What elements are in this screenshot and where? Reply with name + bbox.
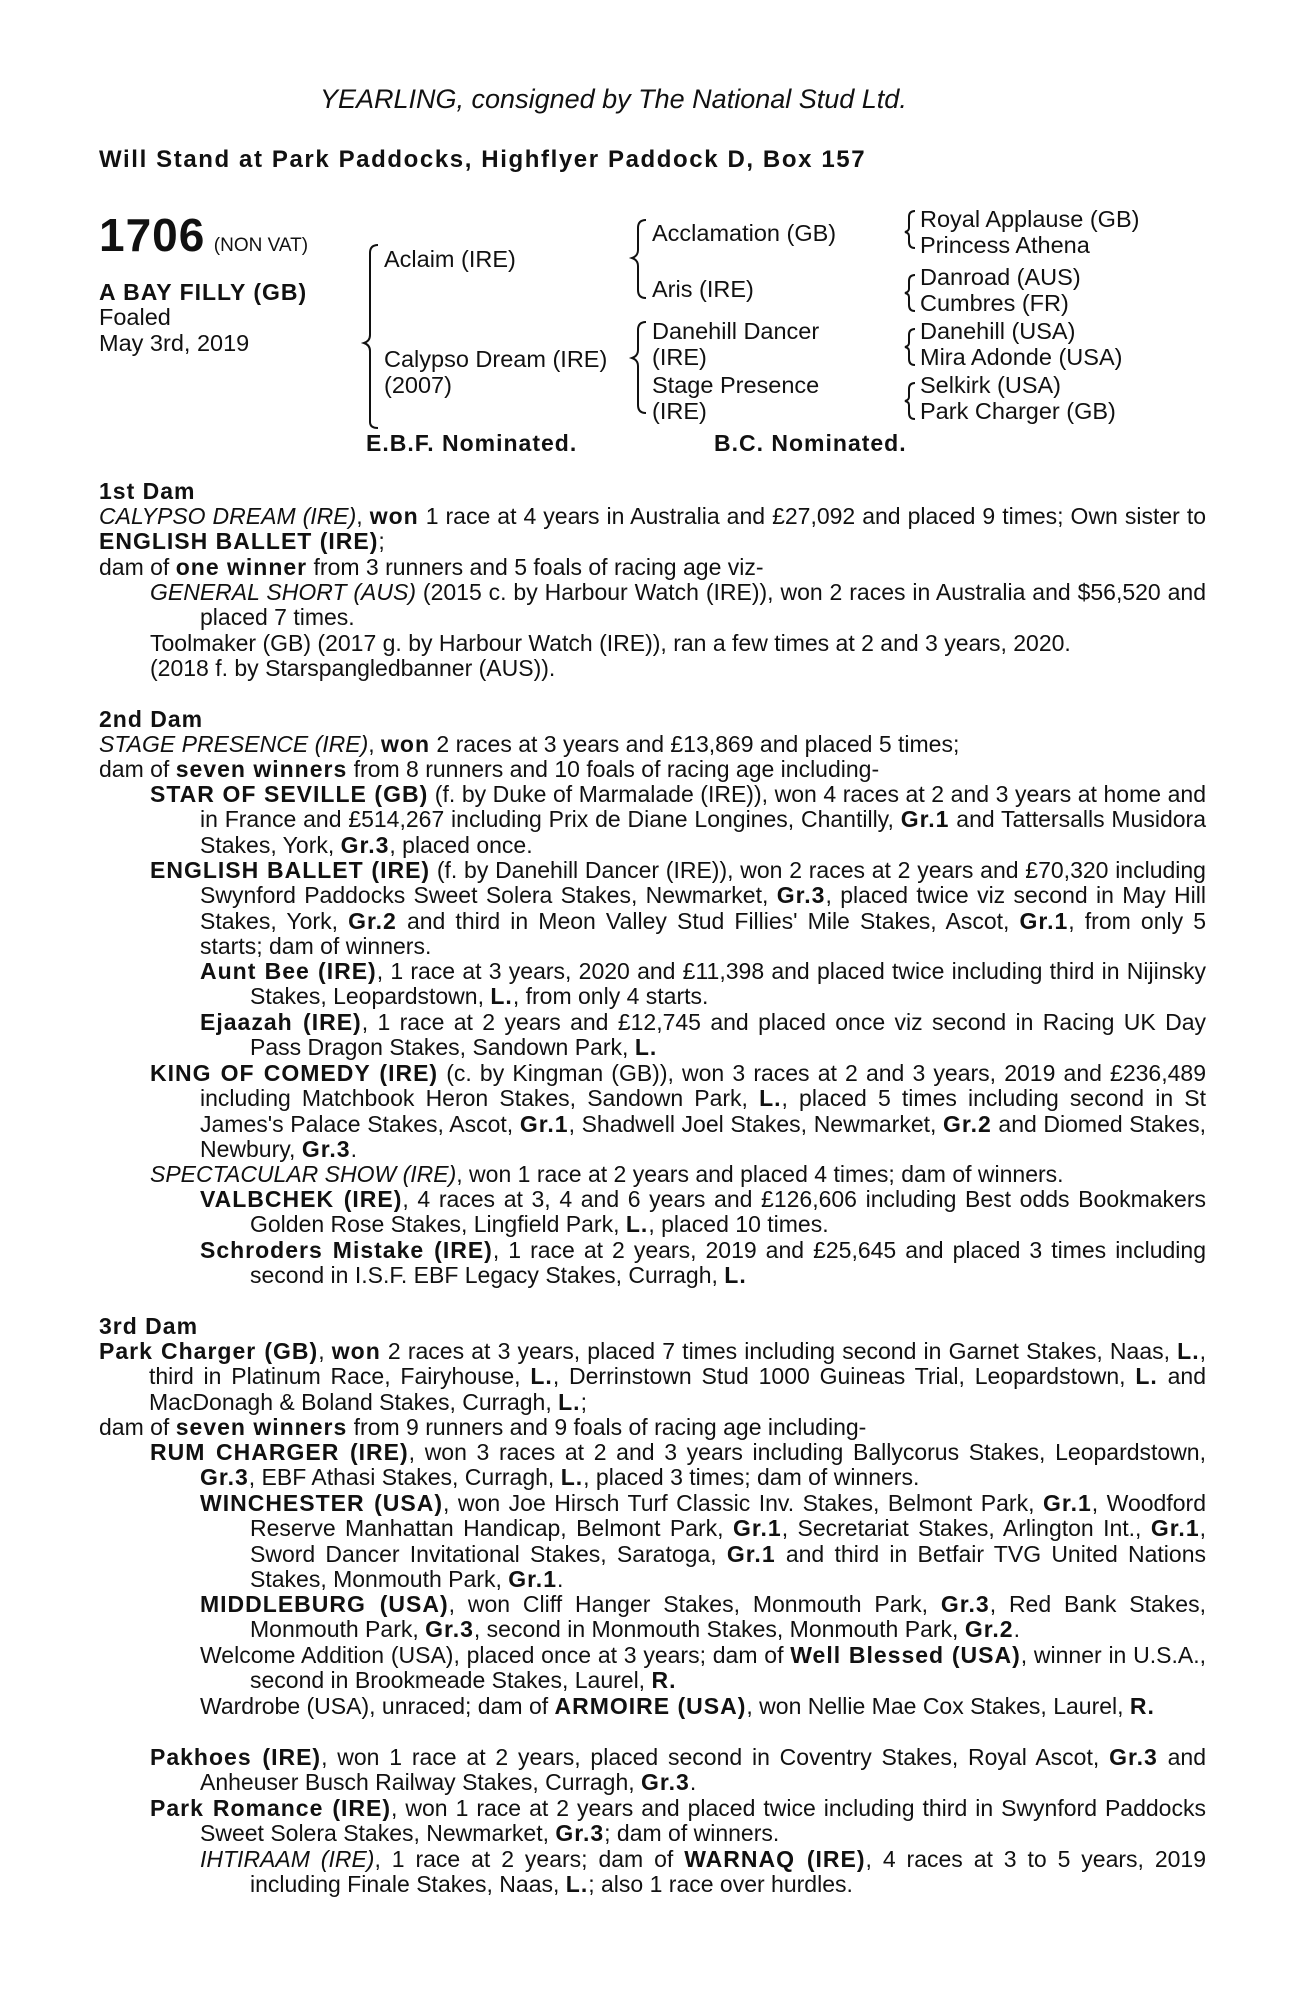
dam3-entry-rum: RUM CHARGER (IRE), won 3 races at 2 and 3 years including Ballycorus Stakes, Leopardstown, Gr.3, EBF Athasi Stakes, Curragh, L., placed 3 times; dam of winners. (150, 1439, 1206, 1491)
dam2-entry-english: ENGLISH BALLET (IRE) (f. by Danehill Dancer (IRE)), won 2 races at 2 years and £70,320 including Swynford Paddocks Sweet Solera Stakes, Newmarket, Gr.3, placed twice viz second in May Hill Stakes, York, Gr.2 and third in Meon Valley Stud Fillies' Mile Stakes, Ascot, Gr.1, from only 5 starts; dam of winners. (150, 857, 1206, 960)
ebf-nomination: E.B.F. Nominated. (366, 430, 578, 456)
pedigree-gen3-1: Royal Applause (GB) (920, 206, 1140, 232)
foaled-label: Foaled (99, 304, 171, 330)
dam2-main: STAGE PRESENCE (IRE), won 2 races at 3 years and £13,869 and placed 5 times; (99, 731, 960, 757)
dam1-main: CALYPSO DREAM (IRE), won 1 race at 4 years in Australia and £27,092 and placed 9 times; Own sister to ENGLISH BALLET (IRE); (99, 503, 1207, 555)
dam3-entry-wardrobe: Wardrobe (USA), unraced; dam of ARMOIRE (USA), won Nellie Mae Cox Stakes, Laurel, R. (200, 1693, 1155, 1719)
pedigree-sire-sire: Acclamation (GB) (652, 220, 837, 246)
dam2-heading: 2nd Dam (99, 706, 204, 732)
dam3-main: Park Charger (GB), won 2 races at 3 years, placed 7 times including second in Garnet Stakes, Naas, L., third in Platinum Race, Fairyhouse, L., Derrinstown Stud 1000 Guineas Trial, Leopardstown, L. and MacDonagh & Boland Stakes, Curragh, L.; (99, 1338, 1207, 1415)
dam2-entry-schroders: Schroders Mistake (IRE), 1 race at 2 years, 2019 and £25,645 and placed 3 times including second in I.S.F. EBF Legacy Stakes, Curragh, L. (200, 1237, 1206, 1289)
pedigree-sire-dam: Aris (IRE) (652, 276, 754, 302)
pedigree-dam-dam-1: Stage Presence (652, 372, 820, 398)
dam3-entry-welcome: Welcome Addition (USA), placed once at 3 years; dam of Well Blessed (USA), winner in U.S.A., second in Brookmeade Stakes, Laurel, R. (200, 1642, 1206, 1694)
pedigree-sire: Aclaim (IRE) (384, 246, 516, 272)
vat-status: (NON VAT) (213, 235, 309, 256)
pedigree-dam-sire-1: Danehill Dancer (652, 318, 820, 344)
pedigree-dam-dam-2: (IRE) (652, 398, 707, 424)
pedigree-dam-sire-2: (IRE) (652, 344, 707, 370)
lot-name: A BAY FILLY (GB) (99, 279, 308, 305)
dam3-heading: 3rd Dam (99, 1313, 199, 1339)
dam2-entry-ejaazah: Ejaazah (IRE), 1 race at 2 years and £12,745 and placed once viz second in Racing UK Day Pass Dragon Stakes, Sandown Park, L. (200, 1009, 1206, 1061)
pedigree-gen3-4: Cumbres (FR) (920, 290, 1069, 316)
consignor-line: YEARLING, consigned by The National Stud Ltd. (320, 84, 907, 114)
pedigree-dam: Calypso Dream (IRE) (384, 346, 608, 372)
dam3-entry-winchester: WINCHESTER (USA), won Joe Hirsch Turf Classic Inv. Stakes, Belmont Park, Gr.1, Woodford Reserve Manhattan Handicap, Belmont Park, Gr.1, Secretariat Stakes, Arlington Int., Gr.1, Sword Dancer Invitational Stakes, Saratoga, Gr.1 and third in Betfair TVG United Nations Stakes, Monmouth Park, Gr.1. (200, 1490, 1207, 1593)
dam3-produce-line: dam of seven winners from 9 runners and 9 foals of racing age including- (99, 1414, 867, 1440)
pedigree-gen3-6: Mira Adonde (USA) (920, 344, 1123, 370)
lot-number-value: 1706 (99, 209, 206, 261)
dam1-heading: 1st Dam (99, 478, 196, 504)
stand-line: Will Stand at Park Paddocks, Highflyer Paddock D, Box 157 (99, 146, 867, 173)
dam3-entry-parkromance: Park Romance (IRE), won 1 race at 2 years and placed twice including third in Swynford Paddocks Sweet Solera Stakes, Newmarket, Gr.3; dam of winners. (150, 1795, 1206, 1847)
pedigree-gen3-2: Princess Athena (920, 232, 1090, 258)
bc-nomination: B.C. Nominated. (714, 430, 907, 456)
dam2-entry-valbchek: VALBCHEK (IRE), 4 races at 3, 4 and 6 years and £126,606 including Best odds Bookmakers Golden Rose Stakes, Lingfield Park, L., placed 10 times. (200, 1186, 1207, 1238)
dam2-produce-line: dam of seven winners from 8 runners and 10 foals of racing age including- (99, 756, 880, 782)
dam3-entry-ihtiraam: IHTIRAAM (IRE), 1 race at 2 years; dam of WARNAQ (IRE), 4 races at 3 to 5 years, 2019 including Finale Stakes, Naas, L.; also 1 race over hurdles. (200, 1846, 1206, 1898)
pedigree-gen3-7: Selkirk (USA) (920, 372, 1062, 398)
dam1-produce-3: (2018 f. by Starspangledbanner (AUS)). (150, 655, 556, 681)
foaled-date: May 3rd, 2019 (99, 330, 250, 356)
pedigree-gen3-5: Danehill (USA) (920, 318, 1076, 344)
dam2-entry-star: STAR OF SEVILLE (GB) (f. by Duke of Marmalade (IRE)), won 4 races at 2 and 3 years at home and in France and £514,267 including Prix de Diane Longines, Chantilly, Gr.1 and Tattersalls Musidora Stakes, York, Gr.3, placed once. (150, 781, 1206, 858)
pedigree-gen3-8: Park Charger (GB) (920, 398, 1116, 424)
dam2-entry-king: KING OF COMEDY (IRE) (c. by Kingman (GB)), won 3 races at 2 and 3 years, 2019 and £236,489 including Matchbook Heron Stakes, Sandown Park, L., placed 5 times including second in St James's Palace Stakes, Ascot, Gr.1, Shadwell Joel Stakes, Newmarket, Gr.2 and Diomed Stakes, Newbury, Gr.3. (150, 1060, 1206, 1163)
dam1-produce-line: dam of one winner from 3 runners and 5 foals of racing age viz- (99, 554, 764, 580)
dam1-produce-2: Toolmaker (GB) (2017 g. by Harbour Watch (IRE)), ran a few times at 2 and 3 years, 2020. (150, 630, 1071, 656)
dam3-entry-middleburg: MIDDLEBURG (USA), won Cliff Hanger Stakes, Monmouth Park, Gr.3, Red Bank Stakes, Monmouth Park, Gr.3, second in Monmouth Stakes, Monmouth Park, Gr.2. (200, 1591, 1206, 1643)
pedigree-dam-year: (2007) (384, 372, 452, 398)
dam2-entry-spectacular: SPECTACULAR SHOW (IRE), won 1 race at 2 years and placed 4 times; dam of winners. (150, 1161, 1064, 1187)
dam3-entry-pakhoes: Pakhoes (IRE), won 1 race at 2 years, placed second in Coventry Stakes, Royal Ascot, Gr.3 and Anheuser Busch Railway Stakes, Curragh, Gr.3. (150, 1744, 1207, 1796)
dam1-produce-1: GENERAL SHORT (AUS) (2015 c. by Harbour Watch (IRE)), won 2 races in Australia and $56,520 and placed 7 times. (150, 579, 1206, 631)
pedigree-gen3-3: Danroad (AUS) (920, 264, 1081, 290)
dam2-entry-auntbee: Aunt Bee (IRE), 1 race at 3 years, 2020 and £11,398 and placed twice including third in Nijinsky Stakes, Leopardstown, L., from only 4 starts. (200, 958, 1206, 1010)
